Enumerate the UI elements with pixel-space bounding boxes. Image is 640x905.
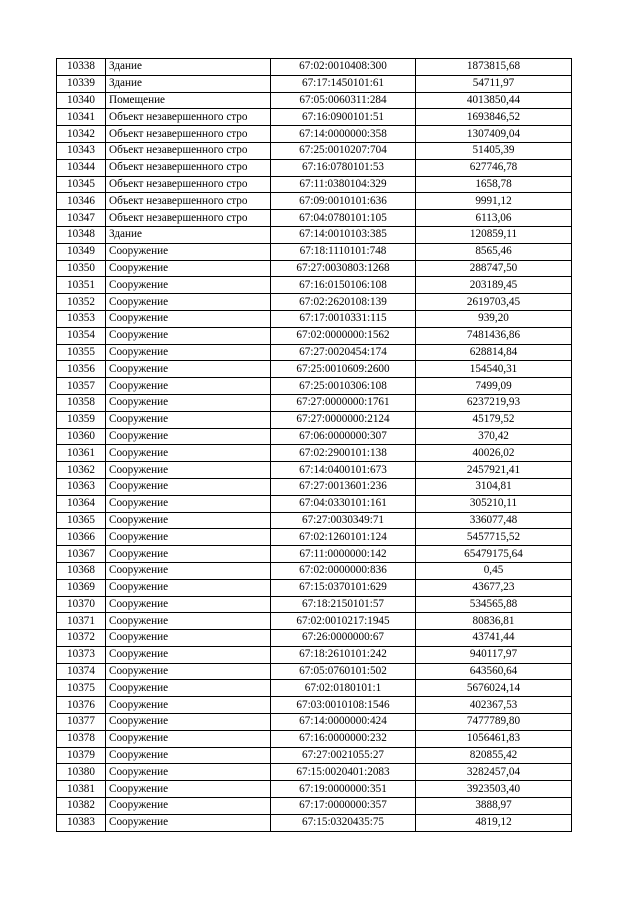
row-number-cell: 10344 (57, 159, 106, 176)
cadastral-value-cell: 2619703,45 (416, 294, 572, 311)
table-row (57, 394, 572, 411)
cadastral-value-cell: 4013850,44 (416, 92, 572, 109)
cadastral-value-cell: 288747,50 (416, 260, 572, 277)
object-type-cell: Сооружение (106, 730, 271, 747)
table-row (57, 462, 572, 479)
object-type-cell: Сооружение (106, 344, 271, 361)
table-row (57, 764, 572, 781)
object-type-cell: Сооружение (106, 546, 271, 563)
row-number-cell: 10342 (57, 126, 106, 143)
table-row (57, 529, 572, 546)
table-row (57, 428, 572, 445)
cadastral-number-cell: 67:05:0760101:502 (271, 663, 416, 680)
row-number-cell: 10343 (57, 142, 106, 159)
row-number-cell: 10377 (57, 714, 106, 731)
cadastral-number-cell: 67:14:0000000:358 (271, 126, 416, 143)
table-row (57, 126, 572, 143)
cadastral-number-cell: 67:17:0010331:115 (271, 310, 416, 327)
row-number-cell: 10381 (57, 781, 106, 798)
table-row (57, 596, 572, 613)
object-type-cell: Сооружение (106, 663, 271, 680)
cadastral-number-cell: 67:11:0380104:329 (271, 176, 416, 193)
cadastral-value-cell: 7481436,86 (416, 327, 572, 344)
table-row (57, 546, 572, 563)
cadastral-number-cell: 67:14:0400101:673 (271, 462, 416, 479)
row-number-cell: 10371 (57, 613, 106, 630)
cadastral-number-cell: 67:04:0330101:161 (271, 495, 416, 512)
object-type-cell: Сооружение (106, 764, 271, 781)
cadastral-value-cell: 336077,48 (416, 512, 572, 529)
cadastral-number-cell: 67:04:0780101:105 (271, 210, 416, 227)
table-row (57, 495, 572, 512)
table-row (57, 512, 572, 529)
object-type-cell: Сооружение (106, 428, 271, 445)
table-row (57, 193, 572, 210)
table-row (57, 445, 572, 462)
cadastral-number-cell: 67:03:0010108:1546 (271, 697, 416, 714)
cadastral-value-cell: 370,42 (416, 428, 572, 445)
row-number-cell: 10376 (57, 697, 106, 714)
cadastral-value-cell: 402367,53 (416, 697, 572, 714)
table-row (57, 730, 572, 747)
row-number-cell: 10382 (57, 798, 106, 815)
table-row (57, 260, 572, 277)
row-number-cell: 10348 (57, 226, 106, 243)
row-number-cell: 10374 (57, 663, 106, 680)
row-number-cell: 10379 (57, 747, 106, 764)
table-row (57, 75, 572, 92)
object-type-cell: Сооружение (106, 613, 271, 630)
cadastral-number-cell: 67:02:2620108:139 (271, 294, 416, 311)
table-row (57, 59, 572, 76)
object-type-cell: Сооружение (106, 747, 271, 764)
cadastral-number-cell: 67:25:0010207:704 (271, 142, 416, 159)
object-type-cell: Здание (106, 59, 271, 76)
object-type-cell: Объект незавершенного стро (106, 142, 271, 159)
object-type-cell: Сооружение (106, 814, 271, 831)
row-number-cell: 10365 (57, 512, 106, 529)
object-type-cell: Здание (106, 226, 271, 243)
row-number-cell: 10373 (57, 646, 106, 663)
cadastral-number-cell: 67:14:0000000:424 (271, 714, 416, 731)
row-number-cell: 10367 (57, 546, 106, 563)
row-number-cell: 10340 (57, 92, 106, 109)
object-type-cell: Объект незавершенного стро (106, 109, 271, 126)
table-row (57, 327, 572, 344)
object-type-cell: Сооружение (106, 378, 271, 395)
cadastral-number-cell: 67:15:0320435:75 (271, 814, 416, 831)
cadastral-number-cell: 67:02:0010217:1945 (271, 613, 416, 630)
cadastral-value-cell: 203189,45 (416, 277, 572, 294)
object-type-cell: Сооружение (106, 596, 271, 613)
object-type-cell: Сооружение (106, 495, 271, 512)
cadastral-number-cell: 67:02:1260101:124 (271, 529, 416, 546)
cadastral-number-cell: 67:02:0000000:1562 (271, 327, 416, 344)
object-type-cell: Помещение (106, 92, 271, 109)
table-row (57, 798, 572, 815)
row-number-cell: 10378 (57, 730, 106, 747)
cadastral-value-cell: 3923503,40 (416, 781, 572, 798)
cadastral-number-cell: 67:27:0020454:174 (271, 344, 416, 361)
cadastral-value-cell: 5457715,52 (416, 529, 572, 546)
table-row (57, 92, 572, 109)
table-row (57, 630, 572, 647)
row-number-cell: 10361 (57, 445, 106, 462)
cadastral-value-cell: 3104,81 (416, 478, 572, 495)
cadastral-number-cell: 67:06:0000000:307 (271, 428, 416, 445)
row-number-cell: 10380 (57, 764, 106, 781)
table-row (57, 747, 572, 764)
cadastral-value-cell: 2457921,41 (416, 462, 572, 479)
table-row (57, 294, 572, 311)
row-number-cell: 10359 (57, 411, 106, 428)
object-type-cell: Объект незавершенного стро (106, 176, 271, 193)
table-row (57, 714, 572, 731)
cadastral-number-cell: 67:09:0010101:636 (271, 193, 416, 210)
object-type-cell: Сооружение (106, 529, 271, 546)
cadastral-value-cell: 1307409,04 (416, 126, 572, 143)
row-number-cell: 10375 (57, 680, 106, 697)
cadastral-number-cell: 67:27:0021055:27 (271, 747, 416, 764)
cadastral-number-cell: 67:15:0370101:629 (271, 579, 416, 596)
cadastral-value-cell: 154540,31 (416, 361, 572, 378)
table-row (57, 243, 572, 260)
cadastral-number-cell: 67:18:2610101:242 (271, 646, 416, 663)
cadastral-number-cell: 67:11:0000000:142 (271, 546, 416, 563)
cadastral-number-cell: 67:18:2150101:57 (271, 596, 416, 613)
object-type-cell: Сооружение (106, 310, 271, 327)
row-number-cell: 10368 (57, 562, 106, 579)
row-number-cell: 10338 (57, 59, 106, 76)
row-number-cell: 10349 (57, 243, 106, 260)
object-type-cell: Объект незавершенного стро (106, 126, 271, 143)
row-number-cell: 10357 (57, 378, 106, 395)
cadastral-value-cell: 6237219,93 (416, 394, 572, 411)
row-number-cell: 10360 (57, 428, 106, 445)
property-table-body (57, 59, 572, 832)
cadastral-value-cell: 3282457,04 (416, 764, 572, 781)
object-type-cell: Объект незавершенного стро (106, 193, 271, 210)
object-type-cell: Сооружение (106, 462, 271, 479)
object-type-cell: Сооружение (106, 714, 271, 731)
cadastral-number-cell: 67:02:2900101:138 (271, 445, 416, 462)
row-number-cell: 10364 (57, 495, 106, 512)
object-type-cell: Сооружение (106, 512, 271, 529)
table-row (57, 310, 572, 327)
cadastral-number-cell: 67:27:0030349:71 (271, 512, 416, 529)
cadastral-value-cell: 643560,64 (416, 663, 572, 680)
cadastral-value-cell: 4819,12 (416, 814, 572, 831)
row-number-cell: 10350 (57, 260, 106, 277)
object-type-cell: Сооружение (106, 646, 271, 663)
cadastral-number-cell: 67:27:0000000:2124 (271, 411, 416, 428)
row-number-cell: 10355 (57, 344, 106, 361)
object-type-cell: Сооружение (106, 361, 271, 378)
row-number-cell: 10370 (57, 596, 106, 613)
table-row (57, 562, 572, 579)
cadastral-number-cell: 67:16:0150106:108 (271, 277, 416, 294)
table-row (57, 378, 572, 395)
cadastral-number-cell: 67:26:0000000:67 (271, 630, 416, 647)
row-number-cell: 10366 (57, 529, 106, 546)
table-row (57, 344, 572, 361)
cadastral-number-cell: 67:14:0010103:385 (271, 226, 416, 243)
table-row (57, 210, 572, 227)
cadastral-value-cell: 7477789,80 (416, 714, 572, 731)
row-number-cell: 10352 (57, 294, 106, 311)
cadastral-number-cell: 67:02:0010408:300 (271, 59, 416, 76)
object-type-cell: Объект незавершенного стро (106, 210, 271, 227)
cadastral-value-cell: 820855,42 (416, 747, 572, 764)
object-type-cell: Сооружение (106, 697, 271, 714)
object-type-cell: Сооружение (106, 680, 271, 697)
row-number-cell: 10353 (57, 310, 106, 327)
cadastral-value-cell: 1693846,52 (416, 109, 572, 126)
cadastral-value-cell: 6113,06 (416, 210, 572, 227)
row-number-cell: 10372 (57, 630, 106, 647)
object-type-cell: Сооружение (106, 630, 271, 647)
cadastral-value-cell: 1873815,68 (416, 59, 572, 76)
cadastral-value-cell: 305210,11 (416, 495, 572, 512)
cadastral-number-cell: 67:16:0000000:232 (271, 730, 416, 747)
table-row (57, 176, 572, 193)
object-type-cell: Сооружение (106, 277, 271, 294)
cadastral-number-cell: 67:19:0000000:351 (271, 781, 416, 798)
table-row (57, 646, 572, 663)
cadastral-number-cell: 67:16:0780101:53 (271, 159, 416, 176)
row-number-cell: 10363 (57, 478, 106, 495)
object-type-cell: Объект незавершенного стро (106, 159, 271, 176)
cadastral-value-cell: 1658,78 (416, 176, 572, 193)
cadastral-number-cell: 67:02:0000000:836 (271, 562, 416, 579)
row-number-cell: 10369 (57, 579, 106, 596)
property-table (56, 58, 572, 832)
cadastral-number-cell: 67:16:0900101:51 (271, 109, 416, 126)
object-type-cell: Сооружение (106, 562, 271, 579)
row-number-cell: 10339 (57, 75, 106, 92)
row-number-cell: 10345 (57, 176, 106, 193)
table-row (57, 277, 572, 294)
cadastral-value-cell: 45179,52 (416, 411, 572, 428)
row-number-cell: 10356 (57, 361, 106, 378)
cadastral-number-cell: 67:02:0180101:1 (271, 680, 416, 697)
cadastral-value-cell: 54711,97 (416, 75, 572, 92)
table-row (57, 680, 572, 697)
cadastral-number-cell: 67:25:0010609:2600 (271, 361, 416, 378)
table-row (57, 579, 572, 596)
object-type-cell: Сооружение (106, 243, 271, 260)
object-type-cell: Сооружение (106, 327, 271, 344)
table-row (57, 109, 572, 126)
table-row (57, 663, 572, 680)
object-type-cell: Сооружение (106, 445, 271, 462)
table-row (57, 697, 572, 714)
object-type-cell: Сооружение (106, 781, 271, 798)
table-row (57, 226, 572, 243)
row-number-cell: 10351 (57, 277, 106, 294)
cadastral-number-cell: 67:18:1110101:748 (271, 243, 416, 260)
table-row (57, 478, 572, 495)
cadastral-number-cell: 67:17:0000000:357 (271, 798, 416, 815)
cadastral-value-cell: 51405,39 (416, 142, 572, 159)
table-row (57, 781, 572, 798)
object-type-cell: Сооружение (106, 260, 271, 277)
cadastral-value-cell: 40026,02 (416, 445, 572, 462)
cadastral-value-cell: 5676024,14 (416, 680, 572, 697)
table-row (57, 613, 572, 630)
object-type-cell: Сооружение (106, 394, 271, 411)
cadastral-number-cell: 67:27:0030803:1268 (271, 260, 416, 277)
object-type-cell: Сооружение (106, 478, 271, 495)
cadastral-value-cell: 9991,12 (416, 193, 572, 210)
row-number-cell: 10346 (57, 193, 106, 210)
row-number-cell: 10347 (57, 210, 106, 227)
table-row (57, 411, 572, 428)
cadastral-value-cell: 8565,46 (416, 243, 572, 260)
table-row (57, 142, 572, 159)
cadastral-value-cell: 0,45 (416, 562, 572, 579)
cadastral-value-cell: 120859,11 (416, 226, 572, 243)
cadastral-number-cell: 67:25:0010306:108 (271, 378, 416, 395)
cadastral-number-cell: 67:15:0020401:2083 (271, 764, 416, 781)
object-type-cell: Сооружение (106, 579, 271, 596)
row-number-cell: 10354 (57, 327, 106, 344)
table-row (57, 159, 572, 176)
row-number-cell: 10383 (57, 814, 106, 831)
cadastral-value-cell: 1056461,83 (416, 730, 572, 747)
object-type-cell: Сооружение (106, 294, 271, 311)
cadastral-value-cell: 65479175,64 (416, 546, 572, 563)
cadastral-value-cell: 939,20 (416, 310, 572, 327)
object-type-cell: Сооружение (106, 798, 271, 815)
cadastral-value-cell: 628814,84 (416, 344, 572, 361)
cadastral-number-cell: 67:05:0060311:284 (271, 92, 416, 109)
table-row (57, 814, 572, 831)
cadastral-value-cell: 7499,09 (416, 378, 572, 395)
cadastral-value-cell: 534565,88 (416, 596, 572, 613)
cadastral-value-cell: 80836,81 (416, 613, 572, 630)
cadastral-number-cell: 67:17:1450101:61 (271, 75, 416, 92)
cadastral-number-cell: 67:27:0013601:236 (271, 478, 416, 495)
table-row (57, 361, 572, 378)
cadastral-number-cell: 67:27:0000000:1761 (271, 394, 416, 411)
cadastral-value-cell: 43677,23 (416, 579, 572, 596)
row-number-cell: 10358 (57, 394, 106, 411)
object-type-cell: Здание (106, 75, 271, 92)
row-number-cell: 10362 (57, 462, 106, 479)
cadastral-value-cell: 43741,44 (416, 630, 572, 647)
object-type-cell: Сооружение (106, 411, 271, 428)
cadastral-value-cell: 940117,97 (416, 646, 572, 663)
cadastral-value-cell: 627746,78 (416, 159, 572, 176)
row-number-cell: 10341 (57, 109, 106, 126)
cadastral-value-cell: 3888,97 (416, 798, 572, 815)
